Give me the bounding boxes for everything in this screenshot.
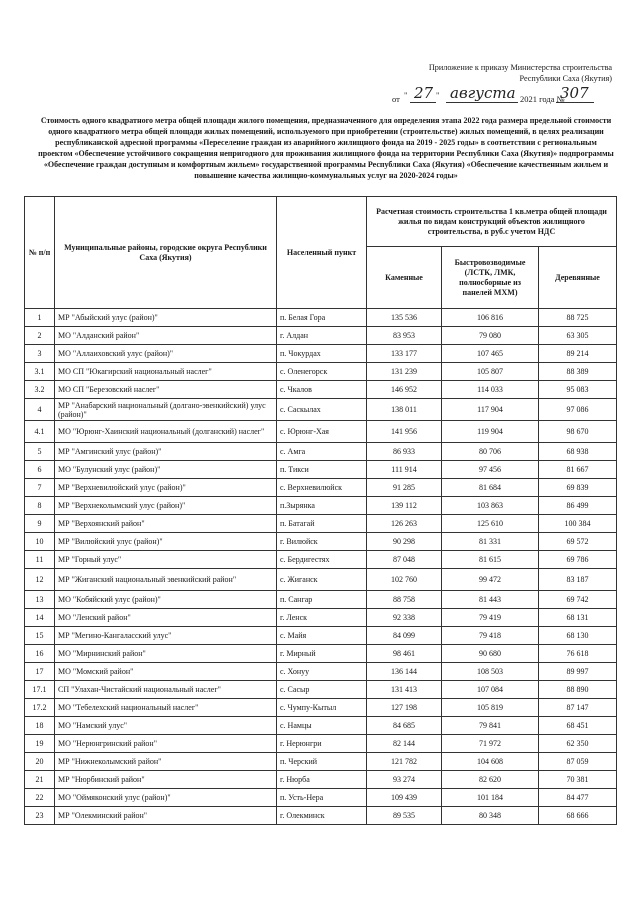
row-settlement: г. Алдан <box>277 327 367 345</box>
row-district: МР "Жиганский национальный эвенкийский район" <box>55 569 277 591</box>
row-district: МО "Аллаиховский улус (район)" <box>55 345 277 363</box>
row-settlement: с. Чкалов <box>277 381 367 399</box>
row-cost-fast: 79 419 <box>442 609 539 627</box>
table-row <box>25 533 617 551</box>
row-district: МО СП "Березовский наслег" <box>55 381 277 399</box>
row-cost-stone: 84 099 <box>367 627 442 645</box>
row-district: МО "Алданский район" <box>55 327 277 345</box>
row-number: 20 <box>25 753 55 771</box>
row-settlement: с. Хонуу <box>277 663 367 681</box>
row-cost-wood: 76 618 <box>539 645 617 663</box>
row-cost-wood: 95 083 <box>539 381 617 399</box>
row-cost-stone: 84 685 <box>367 717 442 735</box>
row-settlement: с. Намцы <box>277 717 367 735</box>
day-underline <box>410 102 436 103</box>
order-number: 307 <box>560 84 589 102</box>
row-number: 16 <box>25 645 55 663</box>
row-cost-stone: 91 285 <box>367 479 442 497</box>
row-cost-wood: 69 839 <box>539 479 617 497</box>
table-row <box>25 551 617 569</box>
row-district: МР "Верхнеколымский улус (район)" <box>55 497 277 515</box>
row-cost-wood: 63 305 <box>539 327 617 345</box>
row-district: МР "Верхоянский район" <box>55 515 277 533</box>
row-cost-stone: 102 760 <box>367 569 442 591</box>
table-row <box>25 363 617 381</box>
row-cost-stone: 82 144 <box>367 735 442 753</box>
row-cost-wood: 88 725 <box>539 309 617 327</box>
row-number: 3.2 <box>25 381 55 399</box>
row-number: 8 <box>25 497 55 515</box>
row-number: 9 <box>25 515 55 533</box>
table-row <box>25 309 617 327</box>
row-cost-fast: 108 503 <box>442 663 539 681</box>
row-district: СП "Улахан-Чистайский национальный наслег" <box>55 681 277 699</box>
row-number: 14 <box>25 609 55 627</box>
row-number: 18 <box>25 717 55 735</box>
row-cost-stone: 83 953 <box>367 327 442 345</box>
header-wood: Деревянные <box>539 247 617 309</box>
row-number: 22 <box>25 789 55 807</box>
row-settlement: с. Амга <box>277 443 367 461</box>
row-number: 3 <box>25 345 55 363</box>
row-number: 17.1 <box>25 681 55 699</box>
row-cost-fast: 106 816 <box>442 309 539 327</box>
row-cost-stone: 90 298 <box>367 533 442 551</box>
row-number: 19 <box>25 735 55 753</box>
row-district: МО "Тебелехский национальный наслег" <box>55 699 277 717</box>
row-number: 5 <box>25 443 55 461</box>
row-settlement: г. Вилюйск <box>277 533 367 551</box>
row-cost-wood: 84 477 <box>539 789 617 807</box>
appendix-line-1: Приложение к приказу Министерства строительства <box>428 63 612 72</box>
row-cost-stone: 131 239 <box>367 363 442 381</box>
row-district: МР "Вилюйский улус (район)" <box>55 533 277 551</box>
row-cost-wood: 68 131 <box>539 609 617 627</box>
row-settlement: п. Тикси <box>277 461 367 479</box>
row-district: МО "Мирнинский район" <box>55 645 277 663</box>
row-cost-wood: 69 786 <box>539 551 617 569</box>
appendix-line-2: Республики Саха (Якутия) <box>519 74 612 83</box>
document-title: Стоимость одного квадратного метра общей площади жилого помещения, предназначенного для определения этапа 2022 года размера предельной стоимости одного квадратного метра общей площади жилых помещений, используемого при приобретении (строительстве) жилых помещений, в целях реализации республиканской адресной программы «Переселение граждан из аварийного жилищного фонда на 2019 - 2025 годы» в соответствии с региональным проектом «Обеспечение устойчивого сокращения непригодного для проживания жилищного фонда на территории Республики Саха (Якутия)» подпрограммы «Обеспечение граждан доступным и комфортным жильем» государственной программы Республики Саха (Якутия) «Обеспечение качественным жильем и повышение качества жилищно-коммунальных услуг на 2020-2024 годы» <box>38 116 614 180</box>
row-cost-fast: 81 331 <box>442 533 539 551</box>
row-cost-fast: 105 807 <box>442 363 539 381</box>
table-row <box>25 591 617 609</box>
row-number: 13 <box>25 591 55 609</box>
row-settlement: с. Чумпу-Кытыл <box>277 699 367 717</box>
row-settlement: п. Сангар <box>277 591 367 609</box>
row-district: МО "Юрюнг-Хаинский национальный (долганский) наслег" <box>55 421 277 443</box>
table-row <box>25 479 617 497</box>
row-cost-stone: 146 952 <box>367 381 442 399</box>
table-row <box>25 421 617 443</box>
row-cost-fast: 81 615 <box>442 551 539 569</box>
row-settlement: п. Батагай <box>277 515 367 533</box>
table-row <box>25 663 617 681</box>
table-row <box>25 609 617 627</box>
row-district: МР "Нюрбинский район" <box>55 771 277 789</box>
row-district: МР "Абыйский улус (район)" <box>55 309 277 327</box>
row-cost-wood: 83 187 <box>539 569 617 591</box>
row-cost-stone: 92 338 <box>367 609 442 627</box>
row-cost-stone: 141 956 <box>367 421 442 443</box>
row-cost-fast: 117 904 <box>442 399 539 421</box>
row-cost-stone: 121 782 <box>367 753 442 771</box>
table-row <box>25 771 617 789</box>
row-settlement: с. Жиганск <box>277 569 367 591</box>
row-number: 3.1 <box>25 363 55 381</box>
row-number: 4.1 <box>25 421 55 443</box>
row-cost-wood: 87 059 <box>539 753 617 771</box>
row-settlement: с. Юрюнг-Хая <box>277 421 367 443</box>
row-district: МР "Анабарский национальный (долгано-эвенкийский) улус (район)" <box>55 399 277 421</box>
row-cost-fast: 81 684 <box>442 479 539 497</box>
row-settlement: п. Усть-Нера <box>277 789 367 807</box>
row-district: МО "Ленский район" <box>55 609 277 627</box>
header-fast: Быстровозводимые (ЛСТК, ЛМК, полносборные из панелей МХМ) <box>442 247 539 309</box>
row-cost-wood: 68 938 <box>539 443 617 461</box>
row-cost-wood: 69 572 <box>539 533 617 551</box>
month-underline <box>446 102 518 103</box>
row-cost-fast: 80 706 <box>442 443 539 461</box>
row-number: 11 <box>25 551 55 569</box>
row-cost-wood: 97 086 <box>539 399 617 421</box>
row-cost-fast: 103 863 <box>442 497 539 515</box>
row-cost-stone: 109 439 <box>367 789 442 807</box>
row-cost-fast: 114 033 <box>442 381 539 399</box>
row-cost-wood: 98 670 <box>539 421 617 443</box>
row-cost-wood: 62 350 <box>539 735 617 753</box>
row-district: МО "Момский район" <box>55 663 277 681</box>
row-cost-fast: 82 620 <box>442 771 539 789</box>
row-cost-stone: 86 933 <box>367 443 442 461</box>
table-row <box>25 497 617 515</box>
row-cost-wood: 88 890 <box>539 681 617 699</box>
row-district: МР "Нижнеколымский район" <box>55 753 277 771</box>
cost-table <box>24 196 617 825</box>
row-settlement: с. Бердигестях <box>277 551 367 569</box>
row-cost-fast: 97 456 <box>442 461 539 479</box>
row-cost-fast: 104 608 <box>442 753 539 771</box>
header-settlement: Населенный пункт <box>277 197 367 309</box>
row-cost-wood: 89 214 <box>539 345 617 363</box>
row-cost-wood: 68 130 <box>539 627 617 645</box>
row-cost-fast: 79 418 <box>442 627 539 645</box>
table-row <box>25 399 617 421</box>
row-cost-stone: 131 413 <box>367 681 442 699</box>
row-number: 23 <box>25 807 55 825</box>
table-row <box>25 327 617 345</box>
row-settlement: п. Черский <box>277 753 367 771</box>
row-cost-stone: 127 198 <box>367 699 442 717</box>
table-row <box>25 807 617 825</box>
row-settlement: г. Нерюнгри <box>277 735 367 753</box>
table-body <box>25 309 617 825</box>
table-row <box>25 789 617 807</box>
row-cost-stone: 111 914 <box>367 461 442 479</box>
table-row <box>25 461 617 479</box>
row-settlement: с. Майя <box>277 627 367 645</box>
table-row <box>25 735 617 753</box>
order-year-text: 2021 года № <box>520 94 565 104</box>
row-number: 6 <box>25 461 55 479</box>
header-cost-group: Расчетная стоимость строительства 1 кв.метра общей площади жилья по видам конструкций объектов жилищного строительства, в руб.с учетом НДС <box>367 197 617 247</box>
row-cost-stone: 138 011 <box>367 399 442 421</box>
table-row <box>25 569 617 591</box>
row-settlement: г. Нюрба <box>277 771 367 789</box>
row-district: МО "Намский улус" <box>55 717 277 735</box>
row-cost-wood: 88 389 <box>539 363 617 381</box>
row-district: МО "Оймяконский улус (район)" <box>55 789 277 807</box>
row-cost-wood: 100 384 <box>539 515 617 533</box>
row-district: МР "Мегино-Кангаласский улус" <box>55 627 277 645</box>
table-row <box>25 443 617 461</box>
row-cost-stone: 89 535 <box>367 807 442 825</box>
order-month: августа <box>450 84 516 102</box>
row-cost-fast: 101 184 <box>442 789 539 807</box>
row-settlement: п.Зырянка <box>277 497 367 515</box>
row-number: 17 <box>25 663 55 681</box>
row-district: МР "Верхневилюйский улус (район)" <box>55 479 277 497</box>
row-cost-stone: 98 461 <box>367 645 442 663</box>
row-cost-fast: 107 465 <box>442 345 539 363</box>
order-from-label: от <box>392 94 400 104</box>
row-cost-stone: 139 112 <box>367 497 442 515</box>
row-cost-fast: 79 841 <box>442 717 539 735</box>
row-cost-wood: 87 147 <box>539 699 617 717</box>
row-cost-fast: 81 443 <box>442 591 539 609</box>
row-settlement: с. Верхневилюйск <box>277 479 367 497</box>
header-stone: Каменные <box>367 247 442 309</box>
row-cost-wood: 89 997 <box>539 663 617 681</box>
row-settlement: п. Белая Гора <box>277 309 367 327</box>
row-cost-wood: 81 667 <box>539 461 617 479</box>
row-settlement: с. Саскылах <box>277 399 367 421</box>
row-cost-wood: 68 666 <box>539 807 617 825</box>
row-cost-stone: 136 144 <box>367 663 442 681</box>
row-district: МО СП "Юкагирский национальный наслег" <box>55 363 277 381</box>
row-cost-stone: 133 177 <box>367 345 442 363</box>
row-cost-fast: 79 080 <box>442 327 539 345</box>
header-num: № п/п <box>25 197 55 309</box>
row-district: МО "Нерюнгринский район" <box>55 735 277 753</box>
row-number: 17.2 <box>25 699 55 717</box>
row-cost-fast: 71 972 <box>442 735 539 753</box>
table-row <box>25 381 617 399</box>
row-cost-fast: 90 680 <box>442 645 539 663</box>
row-district: МР "Горный улус" <box>55 551 277 569</box>
row-district: МР "Олекминский район" <box>55 807 277 825</box>
close-quote: " <box>436 90 440 100</box>
row-cost-wood: 69 742 <box>539 591 617 609</box>
order-reference <box>392 84 612 108</box>
table-row <box>25 645 617 663</box>
row-cost-wood: 70 381 <box>539 771 617 789</box>
table-row <box>25 681 617 699</box>
table-row <box>25 345 617 363</box>
row-settlement: с. Сасыр <box>277 681 367 699</box>
row-cost-fast: 80 348 <box>442 807 539 825</box>
row-number: 4 <box>25 399 55 421</box>
row-cost-stone: 135 536 <box>367 309 442 327</box>
open-quote: " <box>404 90 408 100</box>
row-number: 21 <box>25 771 55 789</box>
row-cost-fast: 99 472 <box>442 569 539 591</box>
row-settlement: г. Ленск <box>277 609 367 627</box>
table-row <box>25 717 617 735</box>
row-cost-fast: 105 819 <box>442 699 539 717</box>
number-underline <box>556 102 594 103</box>
row-number: 10 <box>25 533 55 551</box>
row-cost-fast: 107 084 <box>442 681 539 699</box>
table-row <box>25 753 617 771</box>
row-cost-fast: 125 610 <box>442 515 539 533</box>
row-cost-stone: 126 263 <box>367 515 442 533</box>
table-row <box>25 515 617 533</box>
row-cost-stone: 87 048 <box>367 551 442 569</box>
row-district: МО "Кобяйский улус (район)" <box>55 591 277 609</box>
row-cost-stone: 93 274 <box>367 771 442 789</box>
row-district: МР "Амгинский улус (район)" <box>55 443 277 461</box>
row-cost-fast: 119 904 <box>442 421 539 443</box>
row-cost-stone: 88 758 <box>367 591 442 609</box>
order-day: 27 <box>414 84 434 102</box>
row-settlement: г. Олекминск <box>277 807 367 825</box>
table-row <box>25 627 617 645</box>
row-number: 12 <box>25 569 55 591</box>
row-number: 1 <box>25 309 55 327</box>
row-cost-wood: 86 499 <box>539 497 617 515</box>
row-number: 7 <box>25 479 55 497</box>
row-number: 2 <box>25 327 55 345</box>
row-settlement: г. Мирный <box>277 645 367 663</box>
row-district: МО "Булунский улус (район)" <box>55 461 277 479</box>
row-cost-wood: 68 451 <box>539 717 617 735</box>
row-number: 15 <box>25 627 55 645</box>
appendix-header <box>362 62 612 84</box>
row-settlement: п. Чокурдах <box>277 345 367 363</box>
table-row <box>25 699 617 717</box>
header-district: Муниципальные районы, городские округа Республики Саха (Якутия) <box>55 197 277 309</box>
row-settlement: с. Оленегорск <box>277 363 367 381</box>
